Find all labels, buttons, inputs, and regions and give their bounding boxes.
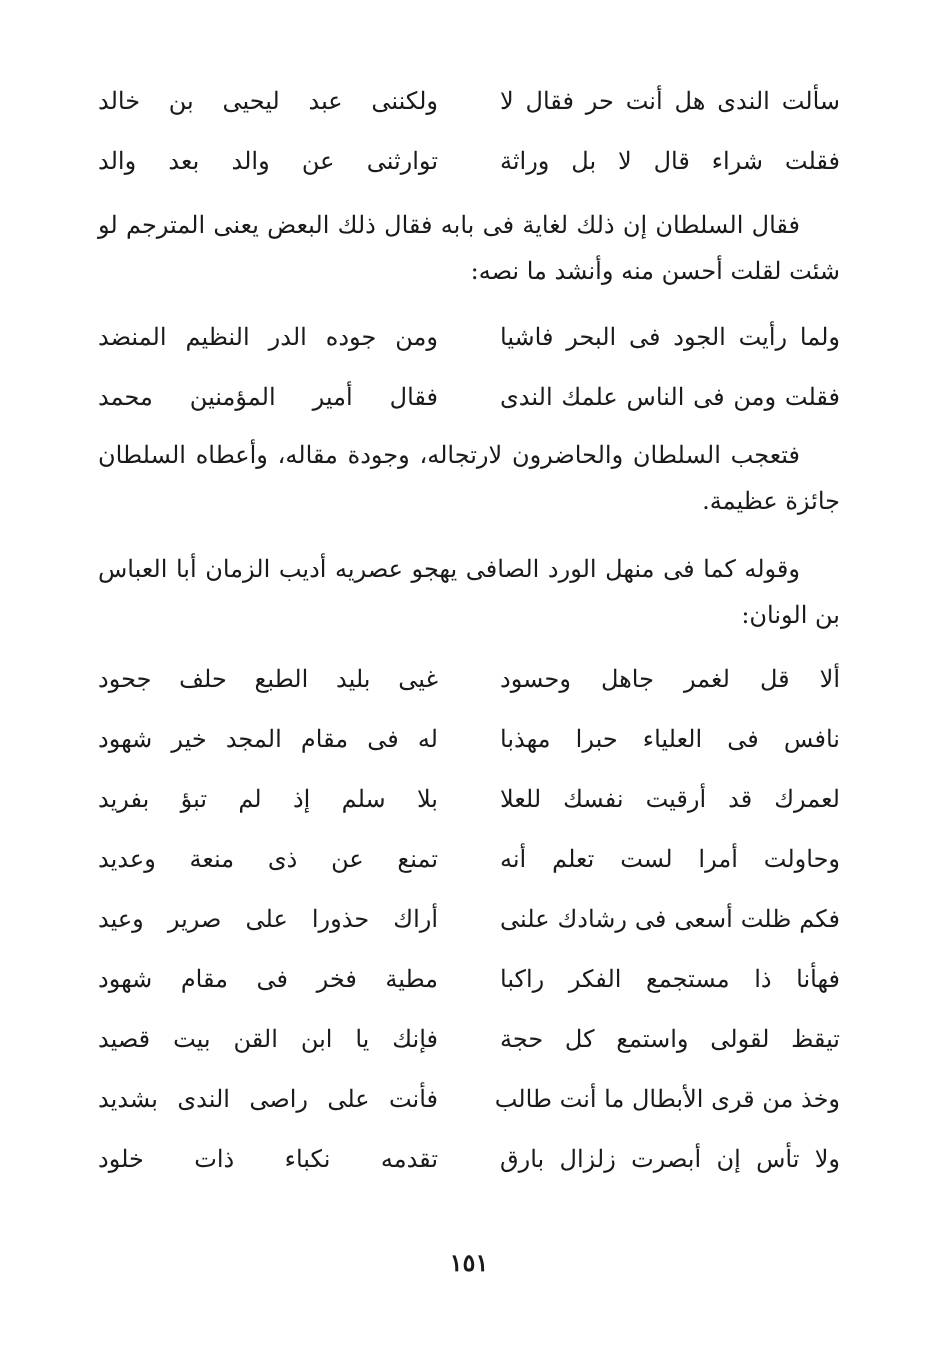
verse-second-hemistich: توارثنى عن والد بعد والد <box>98 147 438 175</box>
verse-first-hemistich: وخذ من قرى الأبطال ما أنت طالب <box>494 1085 840 1113</box>
verse-second-hemistich: فإنك يا ابن القن بيت قصيد <box>98 1025 438 1053</box>
verse-first-hemistich: وحاولت أمرا لست تعلم أنه <box>500 845 840 873</box>
verse-line <box>98 372 840 422</box>
verse-second-hemistich: ومن جوده الدر النظيم المنضد <box>98 323 438 351</box>
verse-first-hemistich: ولا تأس إن أبصرت زلزال بارق <box>500 1145 840 1173</box>
prose-paragraph: وقوله كما فى منهل الورد الصافى يهجو عصريه أديب الزمان أبا العباس بن الونان: <box>98 555 840 629</box>
verse-first-hemistich: فقلت ومن فى الناس علمك الندى <box>500 383 840 411</box>
verse-first-hemistich: فقلت شراء قال لا بل وراثة <box>500 147 840 175</box>
page-number: ١٥١ <box>449 1248 489 1277</box>
verse-second-hemistich: غيى بليد الطبع حلف جحود <box>98 665 438 693</box>
verse-second-hemistich: تمنع عن ذى منعة وعديد <box>98 845 438 873</box>
verse-second-hemistich: ولكننى عبد ليحيى بن خالد <box>98 87 438 115</box>
verse-first-hemistich: سألت الندى هل أنت حر فقال لا <box>500 87 840 115</box>
verse-line <box>98 654 840 704</box>
verse-second-hemistich: تقدمه نكباء ذات خلود <box>98 1145 438 1173</box>
verse-line <box>98 714 840 764</box>
verse-second-hemistich: له فى مقام المجد خير شهود <box>98 725 438 753</box>
verse-second-hemistich: مطية فخر فى مقام شهود <box>98 965 438 993</box>
verse-line <box>98 894 840 944</box>
verse-first-hemistich: لعمرك قد أرقيت نفسك للعلا <box>500 785 840 813</box>
verse-line <box>98 1134 840 1184</box>
verse-first-hemistich: نافس فى العلياء حبرا مهذبا <box>500 725 840 753</box>
verse-first-hemistich: فهأنا ذا مستجمع الفكر راكبا <box>500 965 840 993</box>
verse-first-hemistich: ولما رأيت الجود فى البحر فاشيا <box>500 323 840 351</box>
verse-first-hemistich: تيقظ لقولى واستمع كل حجة <box>500 1025 840 1053</box>
verse-second-hemistich: بلا سلم إذ لم تبؤ بفريد <box>98 785 438 813</box>
verse-line <box>98 774 840 824</box>
verse-line <box>98 312 840 362</box>
verse-line <box>98 1014 840 1064</box>
verse-line <box>98 1074 840 1124</box>
prose-paragraph: فتعجب السلطان والحاضرون لارتجاله، وجودة مقاله، وأعطاه السلطان جائزة عظيمة. <box>98 441 840 515</box>
verse-second-hemistich: فقال أمير المؤمنين محمد <box>98 383 438 411</box>
verse-first-hemistich: ألا قل لغمر جاهل وحسود <box>500 665 840 693</box>
verse-line <box>98 954 840 1004</box>
prose-paragraph: فقال السلطان إن ذلك لغاية فى بابه فقال ذلك البعض يعنى المترجم لو شئت لقلت أحسن منه وأنشد ما نصه: <box>98 211 840 285</box>
verse-line <box>98 834 840 884</box>
verse-second-hemistich: فأنت على راصى الندى بشديد <box>98 1085 438 1113</box>
verse-first-hemistich: فكم ظلت أسعى فى رشادك علنى <box>500 905 840 933</box>
verse-second-hemistich: أراك حذورا على صرير وعيد <box>98 905 438 933</box>
verse-line <box>98 136 840 186</box>
verse-line <box>98 76 840 126</box>
